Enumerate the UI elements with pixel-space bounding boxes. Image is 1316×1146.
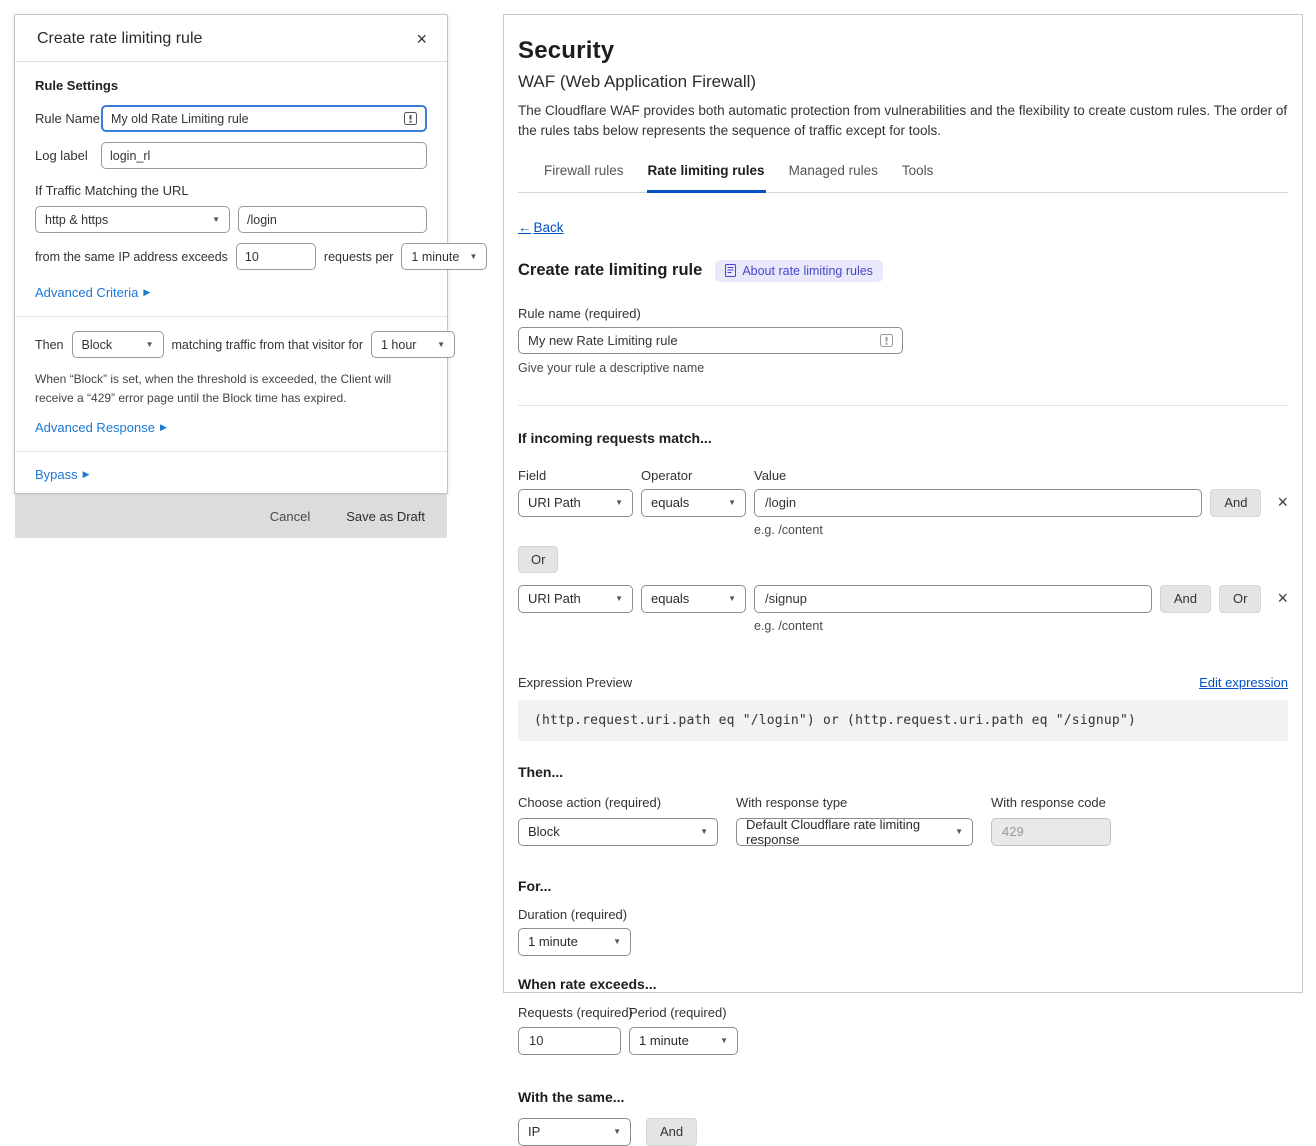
period-value: 1 minute — [411, 249, 460, 264]
caret-down-icon: ▼ — [955, 827, 963, 836]
advanced-criteria-link[interactable] — [35, 285, 150, 300]
caret-down-icon: ▼ — [212, 215, 220, 224]
same-and-button[interactable]: And — [646, 1118, 697, 1146]
characteristic-value: IP — [528, 1124, 541, 1139]
action-value: Block — [81, 337, 113, 352]
legacy-rate-limit-dialog — [14, 14, 478, 525]
expression-code: (http.request.uri.path eq "/login") or (http.request.uri.path eq "/signup") — [518, 700, 1288, 741]
autofill-icon — [404, 112, 417, 125]
advanced-criteria-label: Advanced Criteria — [35, 285, 139, 300]
back-label: Back — [533, 219, 564, 235]
requests-input[interactable] — [529, 1033, 610, 1048]
dialog-header — [15, 15, 447, 62]
cancel-button[interactable]: Cancel — [269, 509, 311, 525]
requests-field[interactable] — [518, 1027, 621, 1055]
rate-period-select[interactable] — [629, 1027, 738, 1055]
url-field[interactable] — [238, 206, 427, 233]
bypass-link[interactable] — [35, 467, 90, 482]
caret-down-icon: ▼ — [700, 827, 708, 836]
rate-period-label: Period (required) — [629, 1004, 727, 1020]
response-type-value: Default Cloudflare rate limiting response — [746, 816, 921, 847]
create-rule-heading: Create rate limiting rule — [518, 261, 703, 279]
remove-row-icon[interactable]: × — [1277, 588, 1288, 608]
then-label: Then — [35, 337, 64, 352]
advanced-response-label: Advanced Response — [35, 420, 155, 436]
waf-tabs — [518, 163, 1288, 193]
traffic-match-label: If Traffic Matching the URL — [35, 183, 189, 198]
arrow-right-icon: ▶ — [159, 422, 167, 433]
caret-down-icon: ▼ — [437, 340, 445, 349]
response-code-input — [1002, 824, 1100, 839]
operator-select[interactable] — [641, 585, 746, 613]
tab-managed-rules[interactable]: Managed rules — [788, 162, 878, 178]
choose-action-label: Choose action (required) — [518, 794, 662, 810]
block-note: When “Block” is set, when the threshold is exceeded, the Client will receive a “429” error page until the Block time has expired. — [35, 372, 392, 405]
requests-per-label: requests per — [323, 249, 394, 264]
and-button[interactable]: And — [1160, 585, 1211, 613]
or-button[interactable]: Or — [1219, 585, 1261, 613]
ban-period-value: 1 hour — [381, 337, 417, 352]
back-arrow-icon: ← — [518, 219, 532, 235]
or-button[interactable]: Or — [518, 546, 558, 573]
url-input[interactable] — [247, 213, 418, 227]
field-select[interactable] — [518, 585, 633, 613]
tab-tools[interactable]: Tools — [901, 162, 934, 178]
caret-down-icon: ▼ — [728, 594, 736, 603]
caret-down-icon: ▼ — [728, 498, 736, 507]
tab-rate-limiting-rules[interactable]: Rate limiting rules — [647, 163, 766, 193]
action-select[interactable] — [72, 331, 164, 358]
rate-heading: When rate exceeds... — [518, 975, 657, 992]
arrow-right-icon: ▶ — [143, 287, 151, 297]
field-label: Field — [518, 467, 547, 483]
log-label-input[interactable] — [110, 149, 418, 163]
then-heading: Then... — [518, 763, 564, 780]
save-as-draft-button[interactable]: Save as Draft — [346, 509, 425, 525]
url-match-row — [35, 206, 427, 233]
log-label-row — [35, 142, 427, 169]
match-column-labels — [518, 468, 1288, 483]
match-heading: If incoming requests match... — [518, 429, 712, 446]
value-field[interactable] — [754, 489, 1202, 517]
caret-down-icon: ▼ — [613, 1127, 621, 1136]
response-code-field — [991, 818, 1111, 846]
rate-period-value: 1 minute — [639, 1033, 689, 1048]
arrow-right-icon: ▶ — [82, 469, 90, 480]
action-value: Block — [528, 824, 560, 839]
rule-name-label: Rule Name — [35, 111, 101, 126]
threshold-row — [35, 243, 478, 270]
same-heading: With the same... — [518, 1088, 625, 1105]
scheme-value: http & https — [45, 212, 109, 227]
value-input[interactable] — [765, 591, 1141, 606]
autofill-icon — [880, 334, 893, 347]
close-icon[interactable]: × — [416, 29, 427, 49]
value-example: e.g. /content — [754, 618, 823, 633]
bypass-label: Bypass — [35, 467, 78, 483]
operator-value: equals — [651, 591, 690, 606]
about-rate-limiting-link[interactable] — [715, 260, 883, 282]
operator-select[interactable] — [641, 489, 746, 517]
value-label: Value — [754, 467, 787, 483]
log-label-label: Log label — [35, 148, 88, 163]
match-row-2 — [518, 585, 1288, 613]
dialog-title: Create rate limiting rule — [37, 30, 203, 47]
rule-name-help: Give your rule a descriptive name — [518, 360, 705, 375]
duration-label: Duration (required) — [518, 906, 628, 922]
and-button[interactable]: And — [1210, 489, 1261, 517]
field-value: URI Path — [528, 495, 581, 510]
operator-value: equals — [651, 495, 690, 510]
requests-label: Requests (required) — [518, 1004, 633, 1020]
response-code-label: With response code — [991, 794, 1106, 810]
exceeds-label: from the same IP address exceeds — [35, 249, 228, 264]
operator-label: Operator — [641, 467, 693, 483]
page-title: Security — [518, 37, 615, 64]
caret-down-icon: ▼ — [145, 340, 154, 349]
match-row-1 — [518, 489, 1288, 517]
value-field[interactable] — [754, 585, 1152, 613]
rule-name-input[interactable] — [111, 112, 398, 126]
dialog-footer — [15, 494, 447, 538]
document-icon — [725, 264, 736, 277]
divider — [15, 451, 447, 452]
response-type-select[interactable] — [736, 818, 973, 846]
divider — [518, 405, 1288, 406]
value-example: e.g. /content — [754, 522, 823, 537]
about-badge-label: About rate limiting rules — [742, 263, 873, 278]
security-waf-panel — [503, 14, 1303, 1139]
characteristic-select[interactable] — [518, 1118, 631, 1146]
rule-name-input[interactable] — [528, 333, 874, 348]
requests-input[interactable] — [245, 250, 307, 264]
requests-field[interactable] — [236, 243, 316, 270]
back-link[interactable] — [518, 220, 564, 235]
rule-name-label: Rule name (required) — [518, 305, 641, 321]
page-description: The Cloudflare WAF provides both automatic protection from vulnerabilities and the flexibility to create custom rules. The order of the rules tabs below represents the sequence of traffic except for tools. — [518, 103, 1288, 139]
field-value: URI Path — [528, 591, 581, 606]
for-heading: For... — [518, 877, 552, 894]
period-select[interactable] — [401, 243, 487, 270]
action-select[interactable] — [518, 818, 718, 846]
advanced-response-link[interactable] — [35, 420, 167, 435]
value-input[interactable] — [765, 495, 1191, 510]
caret-down-icon: ▼ — [615, 594, 623, 603]
divider — [15, 316, 447, 317]
page-subtitle: WAF (Web Application Firewall) — [518, 72, 757, 91]
duration-select[interactable] — [518, 928, 631, 956]
response-type-label: With response type — [736, 794, 848, 810]
caret-down-icon: ▼ — [615, 498, 623, 507]
field-select[interactable] — [518, 489, 633, 517]
rule-name-field[interactable] — [101, 105, 427, 132]
tab-firewall-rules[interactable]: Firewall rules — [544, 162, 624, 178]
rule-name-field[interactable] — [518, 327, 903, 354]
expression-preview-label: Expression Preview — [518, 674, 633, 690]
log-label-field[interactable] — [101, 142, 427, 169]
caret-down-icon: ▼ — [613, 937, 621, 946]
scheme-select[interactable] — [35, 206, 230, 233]
action-row — [35, 331, 445, 358]
caret-down-icon: ▼ — [469, 252, 478, 261]
rule-settings-heading: Rule Settings — [35, 78, 119, 93]
caret-down-icon: ▼ — [720, 1036, 728, 1045]
edit-expression-link[interactable]: Edit expression — [1199, 674, 1288, 690]
dialog-body — [15, 62, 478, 494]
ban-period-select[interactable] — [371, 331, 455, 358]
matching-label: matching traffic from that visitor for — [171, 337, 363, 352]
duration-value: 1 minute — [528, 934, 578, 949]
remove-row-icon[interactable]: × — [1277, 492, 1288, 512]
rule-name-row — [35, 105, 427, 132]
